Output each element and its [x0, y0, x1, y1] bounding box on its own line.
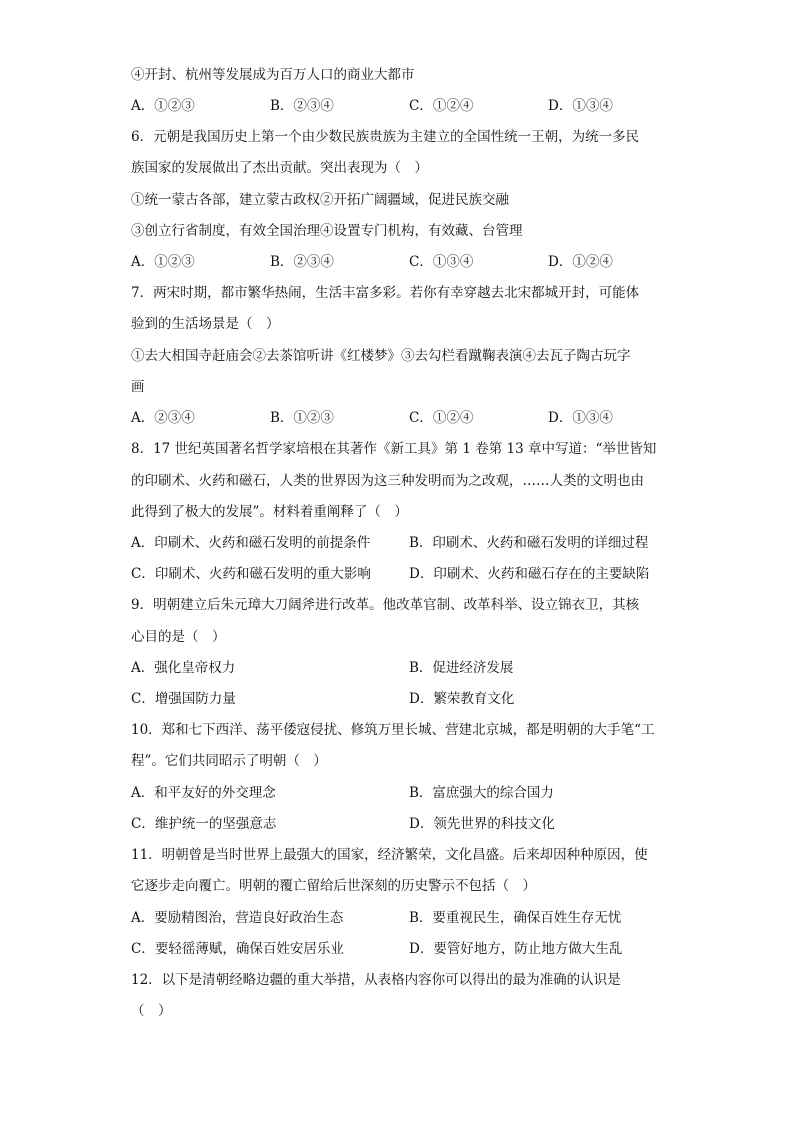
- q8-option-b[interactable]: B．印刷术、火药和磁石发明的详细过程: [409, 535, 649, 551]
- q8-stem-line-1: 8．17 世纪英国著名哲学家培根在其著作《新工具》第 1 卷第 13 章中写道：“举世皆知: [131, 441, 657, 457]
- q5-option-a[interactable]: A．①②③: [131, 98, 195, 114]
- q6-option-d[interactable]: D．①②④: [548, 254, 613, 270]
- q11-option-d[interactable]: D．要管好地方，防止地方做大生乱: [409, 941, 623, 957]
- q10-option-a[interactable]: A．和平友好的外交理念: [131, 785, 276, 801]
- q7-stem-line-1: 7．两宋时期，都市繁华热闹，生活丰富多彩。若你有幸穿越去北宋都城开封，可能体: [131, 285, 640, 301]
- q7-stem-line-2: 验到的生活场景是（ ）: [131, 316, 280, 332]
- q7-option-a[interactable]: A．②③④: [131, 410, 195, 426]
- q7-option-d[interactable]: D．①③④: [548, 410, 613, 426]
- q9-option-c[interactable]: C．增强国防力量: [131, 691, 236, 707]
- q10-stem-line-2: 程”。它们共同昭示了明朝（ ）: [131, 753, 327, 769]
- q7-statements-line-1: ①去大相国寺赶庙会②去茶馆听讲《红楼梦》③去勾栏看蹴鞠表演④去瓦子陶古玩字: [131, 348, 631, 364]
- q11-option-a[interactable]: A．要励精图治，营造良好政治生态: [131, 910, 344, 926]
- q8-option-a[interactable]: A．印刷术、火药和磁石发明的前提条件: [131, 535, 371, 551]
- q12-stem-line-1: 12．以下是清朝经略边疆的重大举措，从表格内容你可以得出的最为准确的认识是: [131, 972, 621, 988]
- q6-stem-line-1: 6．元朝是我国历史上第一个由少数民族贵族为主建立的全国性统一王朝，为统一多民: [131, 129, 640, 145]
- q11-option-b[interactable]: B．要重视民生，确保百姓生存无忧: [409, 910, 622, 926]
- q7-option-c[interactable]: C．①②④: [409, 410, 474, 426]
- q9-option-b[interactable]: B．促进经济发展: [409, 660, 514, 676]
- q10-option-c[interactable]: C．维护统一的坚强意志: [131, 816, 277, 832]
- q8-stem-line-3: 此得到了极大的发展”。材料着重阐释了（ ）: [131, 504, 408, 520]
- q11-stem-line-1: 11．明朝曾是当时世界上最强大的国家，经济繁荣，文化昌盛。后来却因种种原因，使: [131, 847, 648, 863]
- q6-option-a[interactable]: A．①②③: [131, 254, 195, 270]
- q10-option-d[interactable]: D．领先世界的科技文化: [409, 816, 555, 832]
- q6-statements-line-2: ③创立行省制度，有效全国治理④设置专门机构，有效藏、台管理: [131, 223, 523, 239]
- q11-stem-line-2: 它逐步走向覆亡。明朝的覆亡留给后世深刻的历史警示不包括（ ）: [131, 878, 536, 894]
- q7-option-b[interactable]: B．①②③: [270, 410, 334, 426]
- q9-option-d[interactable]: D．繁荣教育文化: [409, 691, 515, 707]
- q5-option-b[interactable]: B．②③④: [270, 98, 334, 114]
- q7-statements-line-2: 画: [131, 379, 145, 395]
- q5-option-d[interactable]: D．①③④: [548, 98, 613, 114]
- q9-stem-line-2: 心目的是（ ）: [131, 629, 226, 645]
- q8-stem-line-2: 的印刷术、火药和磁石，人类的世界因为这三种发明而为之改观，……人类的文明也由: [131, 473, 644, 489]
- q5-option-c[interactable]: C．①②④: [409, 98, 474, 114]
- q9-option-a[interactable]: A．强化皇帝权力: [131, 660, 236, 676]
- q8-option-d[interactable]: D．印刷术、火药和磁石存在的主要缺陷: [409, 566, 650, 582]
- q5-statement-4: ④开封、杭州等发展成为百万人口的商业大都市: [131, 67, 415, 83]
- q6-option-c[interactable]: C．①③④: [409, 254, 474, 270]
- q9-stem-line-1: 9．明朝建立后朱元璋大刀阔斧进行改革。他改革官制、改革科举、设立锦衣卫，其核: [131, 597, 640, 613]
- q6-stem-line-2: 族国家的发展做出了杰出贡献。突出表现为（ ）: [131, 160, 428, 176]
- q10-stem-line-1: 10．郑和七下西洋、荡平倭寇侵扰、修筑万里长城、营建北京城，都是明朝的大手笔“工: [131, 722, 655, 738]
- q10-option-b[interactable]: B．富庶强大的综合国力: [409, 785, 554, 801]
- q6-option-b[interactable]: B．②③④: [270, 254, 334, 270]
- q12-stem-line-2: （ ）: [131, 1003, 172, 1019]
- q6-statements-line-1: ①统一蒙古各部，建立蒙古政权②开拓广阔疆域，促进民族交融: [131, 192, 509, 208]
- q8-option-c[interactable]: C．印刷术、火药和磁石发明的重大影响: [131, 566, 371, 582]
- q11-option-c[interactable]: C．要轻徭薄赋，确保百姓安居乐业: [131, 941, 344, 957]
